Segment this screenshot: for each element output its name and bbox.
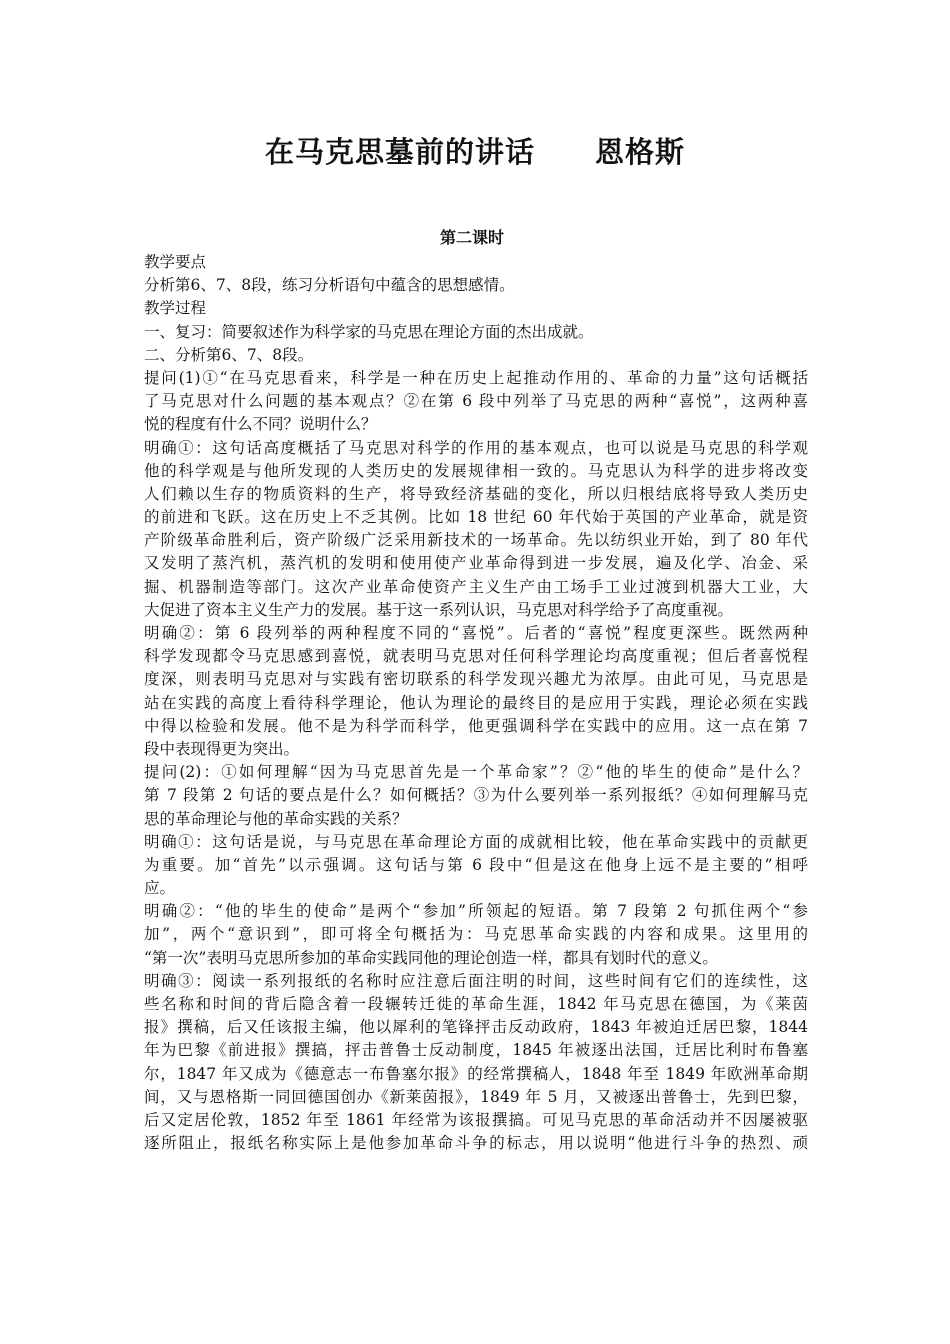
text-line: 后又定居伦敦，1852 年至 1861 年经常为该报撰搞。可见马克思的革命活动并不因屡被驱	[144, 1110, 808, 1129]
text-line: 又发明了蒸汽机，蒸汽机的发明和使用使产业革命得到进一步发展，遍及化学、冶金、采	[144, 554, 808, 573]
text-line: 尔，1847 年又成为《德意志一布鲁塞尔报》的经常撰稿人，1848 年至 1849 年欧洲革命期	[144, 1064, 808, 1083]
text-line: 二、分析第6、7、8段。	[144, 345, 314, 364]
document-body	[144, 251, 808, 1155]
text-line: 段中表现得更为突出。	[144, 739, 300, 758]
text-line: 中得以检验和发展。他不是为科学而科学，他更强调科学在实践中的应用。这一点在第 7	[144, 716, 808, 735]
text-line: 教学过程	[144, 299, 207, 318]
text-line: 掘、机器制造等部门。这次产业革命使资产主义生产由工场手工业过渡到机器大工业，大	[144, 577, 808, 596]
text-line: 明确①：这句话是说，与马克思在革命理论方面的成就相比较，他在革命实践中的贡献更	[144, 832, 808, 851]
text-line: 提问(1)①“在马克思看来，科学是一种在历史上起推动作用的、革命的力量”这句话概括	[144, 368, 808, 387]
text-line: 第 7 段第 2 句话的要点是什么？如何概括？③为什么要列举一系列报纸？④如何理解马克	[144, 786, 808, 805]
text-line: 人们赖以生存的物质资料的生产，将导致经济基础的变化，所以归根结底将导致人类历史	[144, 484, 808, 503]
text-line: 站在实践的高度上看待科学理论，他认为理论的最终目的是应用于实践，理论必须在实践	[144, 693, 808, 712]
text-line: 报》撰稿，后又任该报主编，他以犀利的笔锋抨击反动政府，1843 年被迫迁居巴黎，1844	[144, 1018, 808, 1037]
text-line: 逐所阻止，报纸名称实际上是他参加革命斗争的标志，用以说明“他进行斗争的热烈、顽	[144, 1134, 808, 1153]
text-line: 年为巴黎《前进报》撰搞，抨击普鲁士反动制度，1845 年被逐出法国，迁居比利时布鲁塞	[144, 1041, 808, 1060]
text-line: 思的革命理论与他的革命实践的关系？	[144, 809, 408, 828]
text-line: “第一次”表明马克思所参加的革命实践同他的理论创造一样，都具有划时代的意义。	[144, 948, 718, 967]
text-line: 明确①：这句话高度概括了马克思对科学的作用的基本观点，也可以说是马克思的科学观	[144, 438, 808, 457]
text-line: 科学发现都令马克思感到喜悦，就表明马克思对任何科学理论均高度重视；但后者喜悦程	[144, 647, 808, 666]
text-line: 的前进和飞跃。这在历史上不乏其例。比如 18 世纪 60 年代始于英国的产业革命，就是资	[144, 508, 808, 527]
text-line: 明确②：第 6 段列举的两种程度不同的“喜悦”。后者的“喜悦”程度更深些。既然两种	[144, 624, 808, 642]
text-line: 度深，则表明马克思对与实践有密切联系的科学发现兴趣尤为浓厚。由此可见，马克思是	[144, 670, 808, 689]
text-line: 教学要点	[144, 253, 207, 271]
document-title: 在马克思墓前的讲话 恩格斯	[264, 135, 685, 169]
text-line: 应。	[144, 879, 176, 898]
text-line: 他的科学观是与他所发现的人类历史的发展规律相一致的。马克思认为科学的进步将改变	[144, 461, 808, 480]
text-line: 一、复习：简要叙述作为科学家的马克思在理论方面的杰出成就。	[144, 322, 594, 341]
text-line: 产阶级革命胜利后，资产阶级广泛采用新技术的一场革命。先以纺织业开始，到了 80 年代	[144, 531, 808, 550]
text-line: 大促进了资本主义生产力的发展。基于这一系列认识，马克思对科学给予了高度重视。	[144, 600, 734, 619]
text-line: 悦的程度有什么不同？说明什么？	[144, 415, 377, 434]
text-line: 了马克思对什么问题的基本观点？②在第 6 段中列举了马克思的两种“喜悦”，这两种喜	[144, 392, 808, 411]
text-line: 些名称和时间的背后隐含着一段辗转迁徙的革命生涯，1842 年马克思在德国，为《莱茵	[144, 995, 808, 1013]
text-line: 间，又与恩格斯一同回德国创办《新莱茵报》，1849 年 5 月，又被逐出普鲁士，先到巴黎，	[144, 1087, 808, 1106]
lesson-subtitle: 第二课时	[439, 228, 504, 247]
text-line: 明确③：阅读一系列报纸的名称时应注意后面注明的时间，这些时间有它们的连续性，这	[144, 971, 808, 990]
text-line: 加”，两个“意识到”，即可将全句概括为：马克思革命实践的内容和成果。这里用的	[144, 925, 808, 944]
text-line: 明确②：“他的毕生的使命”是两个“参加”所领起的短语。第 7 段第 2 句抓住两个“参	[144, 902, 808, 921]
text-line: 提问(2)：①如何理解“因为马克思首先是一个革命家”？②“他的毕生的使命”是什么？	[144, 763, 808, 782]
text-line: 分析第6、7、8段，练习分析语句中蕴含的思想感情。	[144, 276, 515, 295]
text-line: 为重要。加“首先”以示强调。这句话与第 6 段中“但是这在他身上远不是主要的”相呼	[144, 855, 808, 874]
